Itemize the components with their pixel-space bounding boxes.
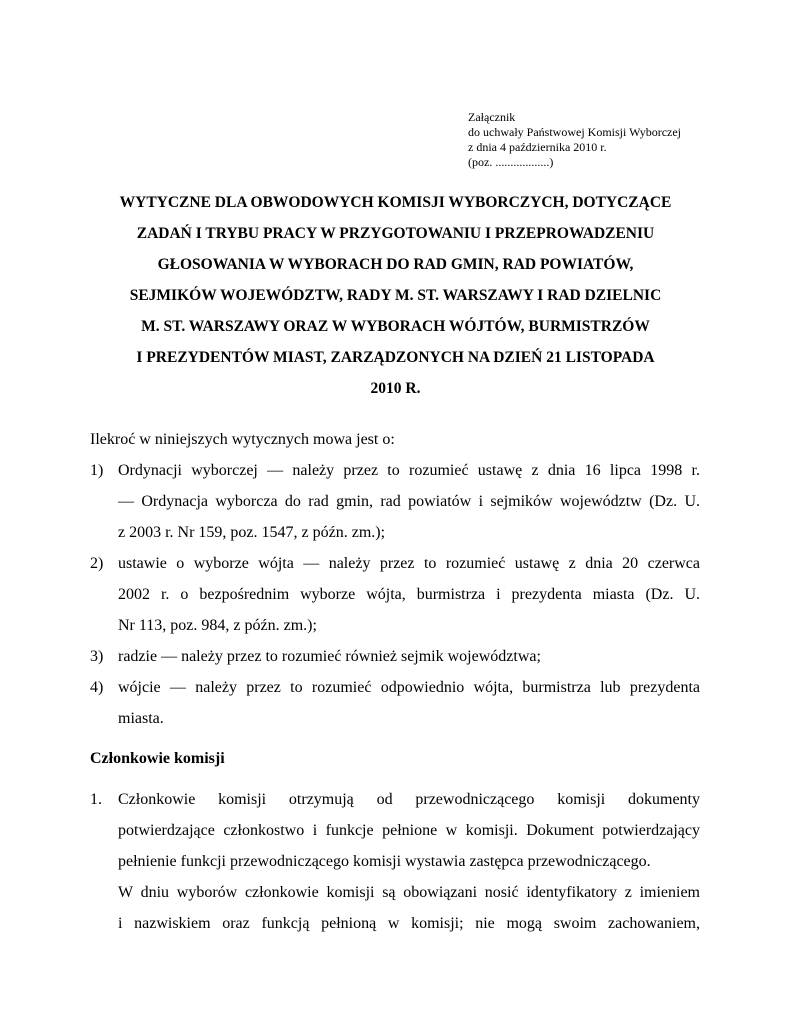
paragraph-line: Członkowie komisji otrzymują od przewodniczącego komisji dokumenty [118,791,700,808]
definition-item [90,641,700,672]
section-heading: Członkowie komisji [90,750,225,767]
item-line: ustawie o wyborze wójta — należy przez to rozumieć ustawę z dnia 20 czerwca [118,555,700,572]
paragraph-line: i nazwiskiem oraz funkcją pełnioną w komisji; nie mogą swoim zachowaniem, [118,915,700,932]
document-body [90,424,700,939]
item-number: 4) [90,679,104,696]
title-line: ZADAŃ I TRYBU PRACY W PRZYGOTOWANIU I PRZEPROWADZENIU [136,225,655,242]
item-line: miasta. [118,710,164,727]
annex-position: (poz. ..................) [468,155,554,169]
definition-item [90,455,700,548]
document-title [60,187,731,404]
annex-header [468,110,681,170]
paragraph-line: W dniu wyborów członkowie komisji są obowiązani nosić identyfikatory z imieniem [118,884,700,901]
definition-item [90,672,700,734]
intro-text: Ilekroć w niniejszych wytycznych mowa jest o: [90,431,395,448]
item-line: Ordynacji wyborczej — należy przez to rozumieć ustawę z dnia 16 lipca 1998 r. [118,462,700,479]
item-number: 2) [90,555,104,572]
annex-resolution: do uchwały Państwowej Komisji Wyborczej [468,125,682,139]
title-line: SEJMIKÓW WOJEWÓDZTW, RADY M. ST. WARSZAWY I RAD DZIELNIC [129,287,662,304]
annex-date: z dnia 4 października 2010 r. [468,140,607,154]
title-line: M. ST. WARSZAWY ORAZ W WYBORACH WÓJTÓW, BURMISTRZÓW [141,318,650,335]
paragraph-line: pełnienie funkcji przewodniczącego komisji wystawia zastępca przewodniczącego. [118,853,651,870]
title-line: 2010 R. [370,380,421,397]
title-line: WYTYCZNE DLA OBWODOWYCH KOMISJI WYBORCZYCH, DOTYCZĄCE [119,194,672,211]
item-line: — Ordynacja wyborcza do rad gmin, rad powiatów i sejmików województw (Dz. U. [118,493,700,510]
item-line: z 2003 r. Nr 159, poz. 1547, z późn. zm.); [118,524,386,541]
item-number: 3) [90,648,104,665]
paragraph-line: potwierdzające członkostwo i funkcje pełnione w komisji. Dokument potwierdzający [118,822,700,839]
item-line: 2002 r. o bezpośrednim wyborze wójta, burmistrza i prezydenta miasta (Dz. U. [118,586,700,603]
annex-label: Załącznik [468,110,516,124]
item-line: radzie — należy przez to rozumieć również sejmik województwa; [118,648,541,665]
definitions-list [90,455,700,734]
title-line: GŁOSOWANIA W WYBORACH DO RAD GMIN, RAD POWIATÓW, [157,256,634,273]
numbered-paragraph [90,784,700,939]
title-line: I PREZYDENTÓW MIAST, ZARZĄDZONYCH NA DZIEŃ 21 LISTOPADA [136,349,655,366]
item-line: Nr 113, poz. 984, z późn. zm.); [118,617,317,634]
paragraph-number: 1. [90,791,102,808]
item-line: wójcie — należy przez to rozumieć odpowiednio wójta, burmistrza lub prezydenta [118,679,700,696]
item-number: 1) [90,462,104,479]
definition-item [90,548,700,641]
